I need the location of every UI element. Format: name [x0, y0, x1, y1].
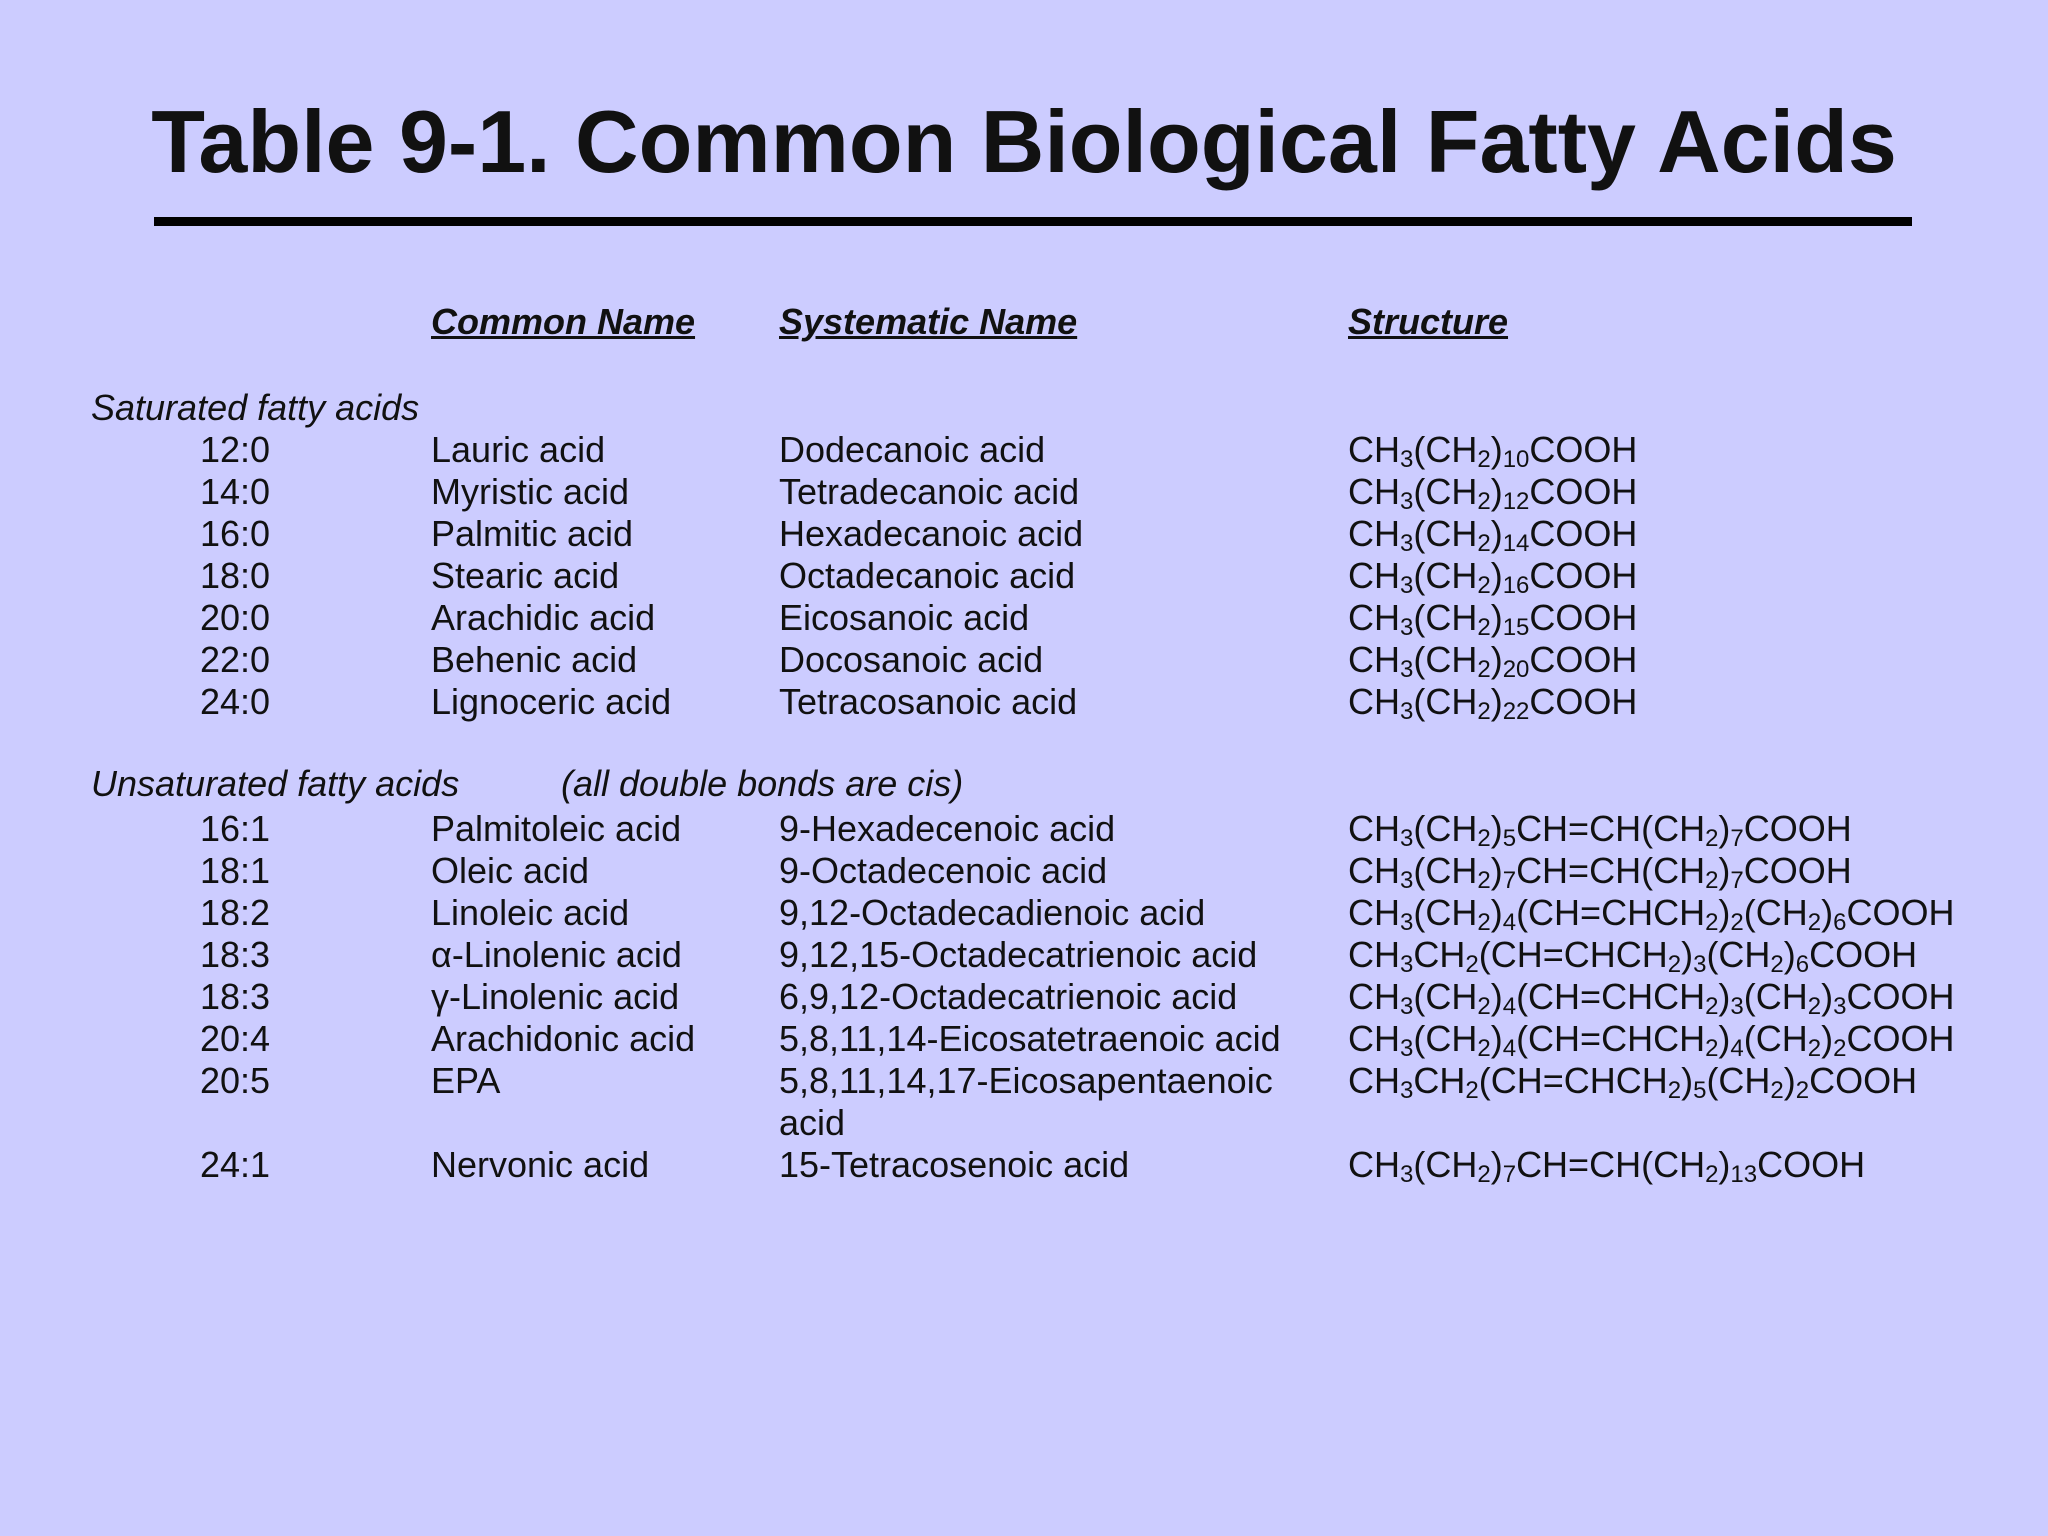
common-name: Palmitoleic acid	[431, 808, 682, 849]
table-row	[0, 1060, 2048, 1143]
structure-formula: $CH_3(CH_2)_4(CH=CHCH_2)_2(CH_2)_6COOH$	[1348, 892, 1955, 936]
common-name: Nervonic acid	[431, 1144, 650, 1185]
common-name: γ-Linolenic acid	[431, 976, 680, 1017]
table-row	[0, 976, 2048, 1018]
systematic-name: Eicosanoic acid	[779, 597, 1030, 638]
structure-formula: $CH_3(CH_2)_{10}COOH$	[1348, 429, 1638, 473]
lipid-number: 18:3	[200, 976, 271, 1017]
page-title: Table 9-1. Common Biological Fatty Acids	[151, 92, 1897, 191]
column-header-structure: Structure	[1348, 301, 1509, 342]
structure-formula: $CH_3CH_2(CH=CHCH_2)_3(CH_2)_6COOH$	[1348, 934, 1918, 978]
section-label-unsaturated: Unsaturated fatty acids	[91, 763, 460, 804]
systematic-name: Dodecanoic acid	[779, 429, 1046, 470]
lipid-number: 20:0	[200, 597, 271, 638]
structure-formula: $CH_3(CH_2)_4(CH=CHCH_2)_4(CH_2)_2COOH$	[1348, 1018, 1955, 1062]
systematic-name: Octadecanoic acid	[779, 555, 1076, 596]
systematic-name: 9-Octadecenoic acid	[779, 850, 1108, 891]
common-name: Lauric acid	[431, 429, 606, 470]
table-row	[0, 681, 2048, 723]
systematic-name: 9,12-Octadecadienoic acid	[779, 892, 1206, 933]
systematic-name: 6,9,12-Octadecatrienoic acid	[779, 976, 1238, 1017]
lipid-number: 18:0	[200, 555, 271, 596]
common-name: Linoleic acid	[431, 892, 630, 933]
lipid-number: 20:4	[200, 1018, 271, 1059]
lipid-number: 16:0	[200, 513, 271, 554]
common-name: Palmitic acid	[431, 513, 634, 554]
lipid-number: 24:1	[200, 1144, 271, 1185]
structure-formula: $CH_3(CH_2)_{16}COOH$	[1348, 555, 1638, 599]
common-name: Lignoceric acid	[431, 681, 672, 722]
structure-formula: $CH_3(CH_2)_{14}COOH$	[1348, 513, 1638, 557]
table-row	[0, 471, 2048, 513]
section-label-saturated: Saturated fatty acids	[91, 387, 420, 428]
common-name: Arachidonic acid	[431, 1018, 696, 1059]
lipid-number: 18:2	[200, 892, 271, 933]
structure-formula: $CH_3(CH_2)_7CH=CH(CH_2)_{13}COOH$	[1348, 1144, 1866, 1188]
common-name: Myristic acid	[431, 471, 630, 512]
structure-formula: $CH_3(CH_2)_4(CH=CHCH_2)_3(CH_2)_3COOH$	[1348, 976, 1955, 1020]
lipid-number: 12:0	[200, 429, 271, 470]
common-name: EPA	[431, 1060, 501, 1101]
table-row	[0, 1018, 2048, 1060]
systematic-name: 9,12,15-Octadecatrienoic acid	[779, 934, 1258, 975]
structure-formula: $CH_3(CH_2)_{22}COOH$	[1348, 681, 1638, 725]
structure-formula: $CH_3(CH_2)_{15}COOH$	[1348, 597, 1638, 641]
systematic-name: Tetradecanoic acid	[779, 471, 1080, 512]
common-name: α-Linolenic acid	[431, 934, 682, 975]
lipid-number: 14:0	[200, 471, 271, 512]
column-header-common-name: Common Name	[431, 301, 696, 342]
table-row	[0, 429, 2048, 471]
structure-formula: $CH_3CH_2(CH=CHCH_2)_5(CH_2)_2COOH$	[1348, 1060, 1918, 1104]
lipid-number: 18:3	[200, 934, 271, 975]
lipid-number: 18:1	[200, 850, 271, 891]
systematic-name: Tetracosanoic acid	[779, 681, 1078, 722]
lipid-number: 16:1	[200, 808, 271, 849]
table-row	[0, 639, 2048, 681]
systematic-name: 15-Tetracosenoic acid	[779, 1144, 1130, 1185]
table-row	[0, 850, 2048, 892]
common-name: Behenic acid	[431, 639, 638, 680]
structure-formula: $CH_3(CH_2)_7CH=CH(CH_2)_7COOH$	[1348, 850, 1852, 894]
systematic-name: Docosanoic acid	[779, 639, 1044, 680]
structure-formula: $CH_3(CH_2)_{20}COOH$	[1348, 639, 1638, 683]
systematic-name: 5,8,11,14-Eicosatetraenoic acid	[779, 1018, 1281, 1059]
systematic-name: 9-Hexadecenoic acid	[779, 808, 1116, 849]
table-row	[0, 892, 2048, 934]
section-note-cis: (all double bonds are cis)	[561, 763, 964, 804]
common-name: Stearic acid	[431, 555, 620, 596]
common-name: Oleic acid	[431, 850, 590, 891]
lipid-number: 20:5	[200, 1060, 271, 1101]
table-row	[0, 597, 2048, 639]
title-divider	[154, 217, 1912, 226]
table-row	[0, 934, 2048, 976]
table-row	[0, 555, 2048, 597]
table-row	[0, 1144, 2048, 1186]
systematic-name: Hexadecanoic acid	[779, 513, 1084, 554]
lipid-number: 22:0	[200, 639, 271, 680]
column-header-systematic-name: Systematic Name	[779, 301, 1078, 342]
common-name: Arachidic acid	[431, 597, 656, 638]
structure-formula: $CH_3(CH_2)_5CH=CH(CH_2)_7COOH$	[1348, 808, 1852, 852]
systematic-name: 5,8,11,14,17-Eicosapentaenoic acid	[779, 1060, 1273, 1143]
structure-formula: $CH_3(CH_2)_{12}COOH$	[1348, 471, 1638, 515]
table-row	[0, 808, 2048, 850]
table-row	[0, 513, 2048, 555]
lipid-number: 24:0	[200, 681, 271, 722]
